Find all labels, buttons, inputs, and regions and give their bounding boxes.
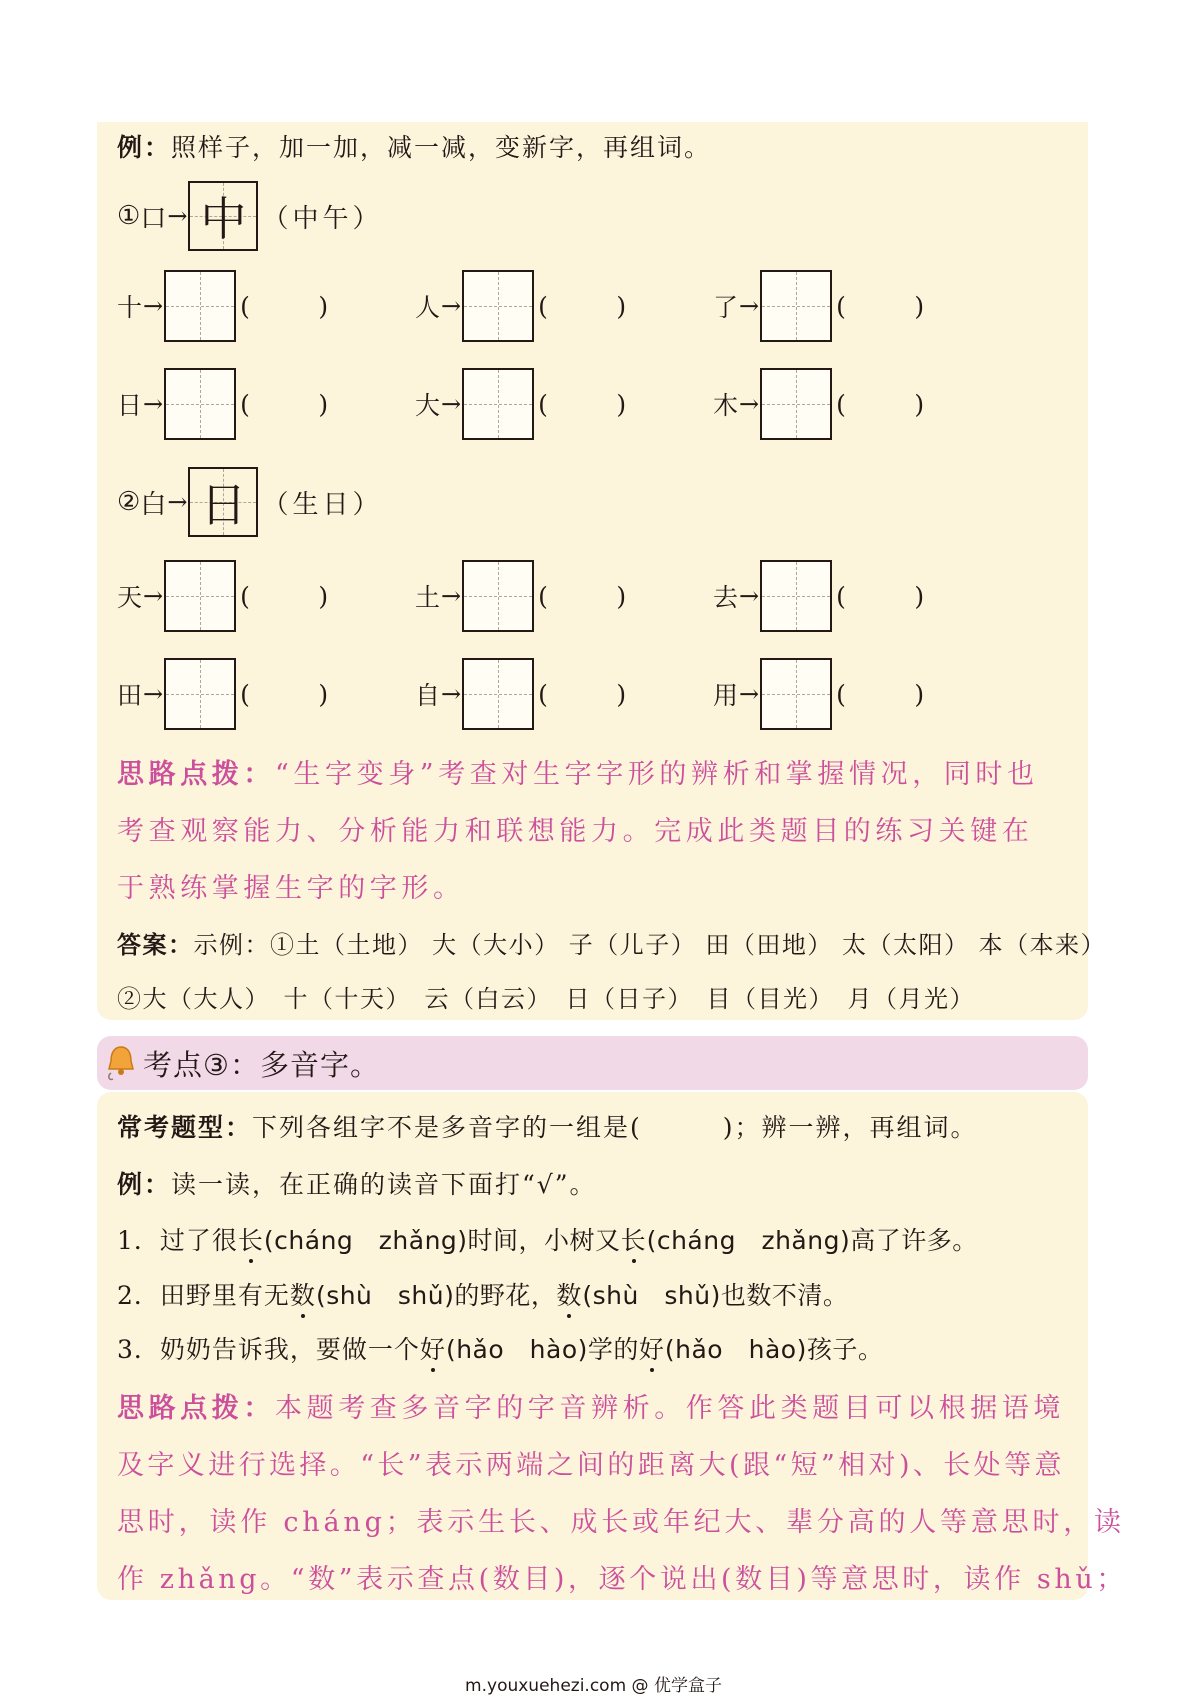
polyphone-char: 长 <box>237 1226 264 1255</box>
arrow-icon: → <box>441 390 462 418</box>
question-3: 3．奶奶告诉我，要做一个好(hǎo hào)学的好(hǎo hào)孩子。 <box>117 1335 884 1364</box>
hint-line: 思路点拨：本题考查多音字的字音辨析。作答此类题目可以根据语境 <box>117 1393 1065 1424</box>
arrow-icon: → <box>143 582 164 610</box>
answer-box[interactable] <box>760 658 832 730</box>
source-char: 天 <box>117 583 143 612</box>
word-blank[interactable]: ( ) <box>240 581 329 611</box>
word-blank[interactable]: ( ) <box>538 291 627 321</box>
section-header <box>97 1036 1088 1090</box>
arrow-icon: → <box>739 292 760 320</box>
practice-item <box>713 368 924 440</box>
arrow-icon: → <box>167 202 188 230</box>
answer-box[interactable] <box>164 560 236 632</box>
pinyin-options[interactable]: (cháng zhǎng)高了许多。 <box>646 1226 978 1255</box>
source-char: 用 <box>713 681 739 710</box>
word-blank[interactable]: ( ) <box>538 679 627 709</box>
example-1-word: （中午） <box>262 203 383 234</box>
question-type: 常考题型：下列各组字不是多音字的一组是( )；辨一辨，再组词。 <box>117 1113 978 1142</box>
example-label: 例： <box>117 133 172 162</box>
polyphone-char: 好 <box>419 1335 446 1364</box>
source-char: 木 <box>713 391 739 420</box>
answer-box[interactable] <box>760 560 832 632</box>
word-blank[interactable]: ( ) <box>240 679 329 709</box>
example-1-number: ① <box>117 201 141 231</box>
example-text: 照样子，加一加，减一减，变新字，再组词。 <box>171 133 712 162</box>
practice-item <box>117 560 328 632</box>
pinyin-options[interactable]: (hǎo hào)孩子。 <box>664 1335 884 1364</box>
polyphone-char: 长 <box>620 1226 647 1255</box>
polyphone-char: 好 <box>638 1335 665 1364</box>
practice-item <box>117 368 328 440</box>
arrow-icon: → <box>143 390 164 418</box>
practice-item <box>415 658 626 730</box>
answer-box[interactable] <box>462 658 534 730</box>
word-blank[interactable]: ( ) <box>836 581 925 611</box>
answer-box[interactable] <box>760 368 832 440</box>
hint-line: 作 zhǎng。“数”表示查点(数目)，逐个说出(数目)等意思时，读作 shǔ； <box>117 1564 1127 1595</box>
example-2-source: 白 <box>140 489 167 520</box>
source-char: 人 <box>415 293 441 322</box>
section-title: 考点③：多音字。 <box>143 1047 380 1082</box>
hint-line: 考查观察能力、分析能力和联想能力。完成此类题目的练习关键在 <box>117 816 1034 847</box>
bell-icon <box>105 1043 137 1083</box>
example-instruction-2: 例：读一读，在正确的读音下面打“√”。 <box>117 1170 597 1199</box>
polyphone-char: 数 <box>556 1281 583 1310</box>
word-blank[interactable]: ( ) <box>240 291 329 321</box>
example-2-word: （生日） <box>262 489 383 520</box>
hint-label: 思路点拨： <box>117 759 275 790</box>
practice-item <box>415 270 626 342</box>
answer-label: 答案： <box>117 930 194 959</box>
arrow-icon: → <box>441 582 462 610</box>
arrow-icon: → <box>739 390 760 418</box>
arrow-icon: → <box>739 680 760 708</box>
source-char: 田 <box>117 681 143 710</box>
word-blank[interactable]: ( ) <box>836 679 925 709</box>
source-char: 十 <box>117 293 143 322</box>
hint-line: 于熟练掌握生字的字形。 <box>117 873 465 904</box>
arrow-icon: → <box>441 680 462 708</box>
example-2 <box>117 466 382 538</box>
hint-line: 及字义进行选择。“长”表示两端之间的距离大(跟“短”相对)、长处等意 <box>117 1450 1065 1481</box>
example-1-result: 中 <box>200 192 247 246</box>
type-label: 常考题型： <box>117 1113 253 1142</box>
word-blank[interactable]: ( ) <box>836 291 925 321</box>
source-char: 大 <box>415 391 441 420</box>
footer-watermark: m.youxuehezi.com @ 优学盒子 <box>465 1676 722 1696</box>
question-2: 2．田野里有无数(shù shǔ)的野花，数(shù shǔ)也数不清。 <box>117 1281 849 1310</box>
hint-label: 思路点拨： <box>117 1393 275 1424</box>
pinyin-options[interactable]: (cháng zhǎng)时间，小树又 <box>263 1226 621 1255</box>
example-instruction <box>117 128 711 164</box>
example-1 <box>117 180 382 252</box>
example-2-result: 日 <box>200 478 247 532</box>
example-1-source: 口 <box>140 203 167 234</box>
source-char: 土 <box>415 583 441 612</box>
pinyin-options[interactable]: (shù shǔ)也数不清。 <box>582 1281 849 1310</box>
practice-item <box>117 270 328 342</box>
source-char: 自 <box>415 681 441 710</box>
answer-box[interactable] <box>164 658 236 730</box>
word-blank[interactable]: ( ) <box>240 389 329 419</box>
answer-box[interactable] <box>462 368 534 440</box>
example-1-result-box <box>188 181 258 251</box>
hint-line: 思路点拨：“生字变身”考查对生字字形的辨析和掌握情况，同时也 <box>117 759 1039 790</box>
example-2-result-box <box>188 467 258 537</box>
practice-item <box>713 658 924 730</box>
practice-item <box>713 270 924 342</box>
arrow-icon: → <box>143 680 164 708</box>
source-char: 了 <box>713 293 739 322</box>
practice-item <box>713 560 924 632</box>
answer-box[interactable] <box>462 560 534 632</box>
arrow-icon: → <box>167 488 188 516</box>
polyphone-char: 数 <box>289 1281 316 1310</box>
practice-item <box>117 658 328 730</box>
word-blank[interactable]: ( ) <box>538 581 627 611</box>
arrow-icon: → <box>739 582 760 610</box>
answer-box[interactable] <box>760 270 832 342</box>
pinyin-options[interactable]: (shù shǔ)的野花， <box>315 1281 557 1310</box>
arrow-icon: → <box>143 292 164 320</box>
source-char: 去 <box>713 583 739 612</box>
example-label: 例： <box>117 1170 172 1199</box>
source-char: 日 <box>117 391 143 420</box>
answer-box[interactable] <box>462 270 534 342</box>
arrow-icon: → <box>441 292 462 320</box>
hint-line: 思时，读作 cháng；表示生长、成长或年纪大、辈分高的人等意思时，读 <box>117 1507 1125 1538</box>
answer-line: ②大（大人） 十（十天） 云（白云） 日（日子） 目（目光） 月（月光） <box>117 985 975 1013</box>
practice-item <box>415 368 626 440</box>
word-blank[interactable]: ( ) <box>538 389 627 419</box>
answer-box[interactable] <box>164 368 236 440</box>
answer-line: 答案：示例：①土（土地） 大（大小） 子（儿子） 田（田地） 太（太阳） 本（本来） <box>117 930 1107 959</box>
word-blank[interactable]: ( ) <box>836 389 925 419</box>
answer-box[interactable] <box>164 270 236 342</box>
example-2-number: ② <box>117 487 141 517</box>
question-1: 1．过了很长(cháng zhǎng)时间，小树又长(cháng zhǎng)高了许多。 <box>117 1226 978 1255</box>
practice-item <box>415 560 626 632</box>
pinyin-options[interactable]: (hǎo hào)学的 <box>445 1335 639 1364</box>
